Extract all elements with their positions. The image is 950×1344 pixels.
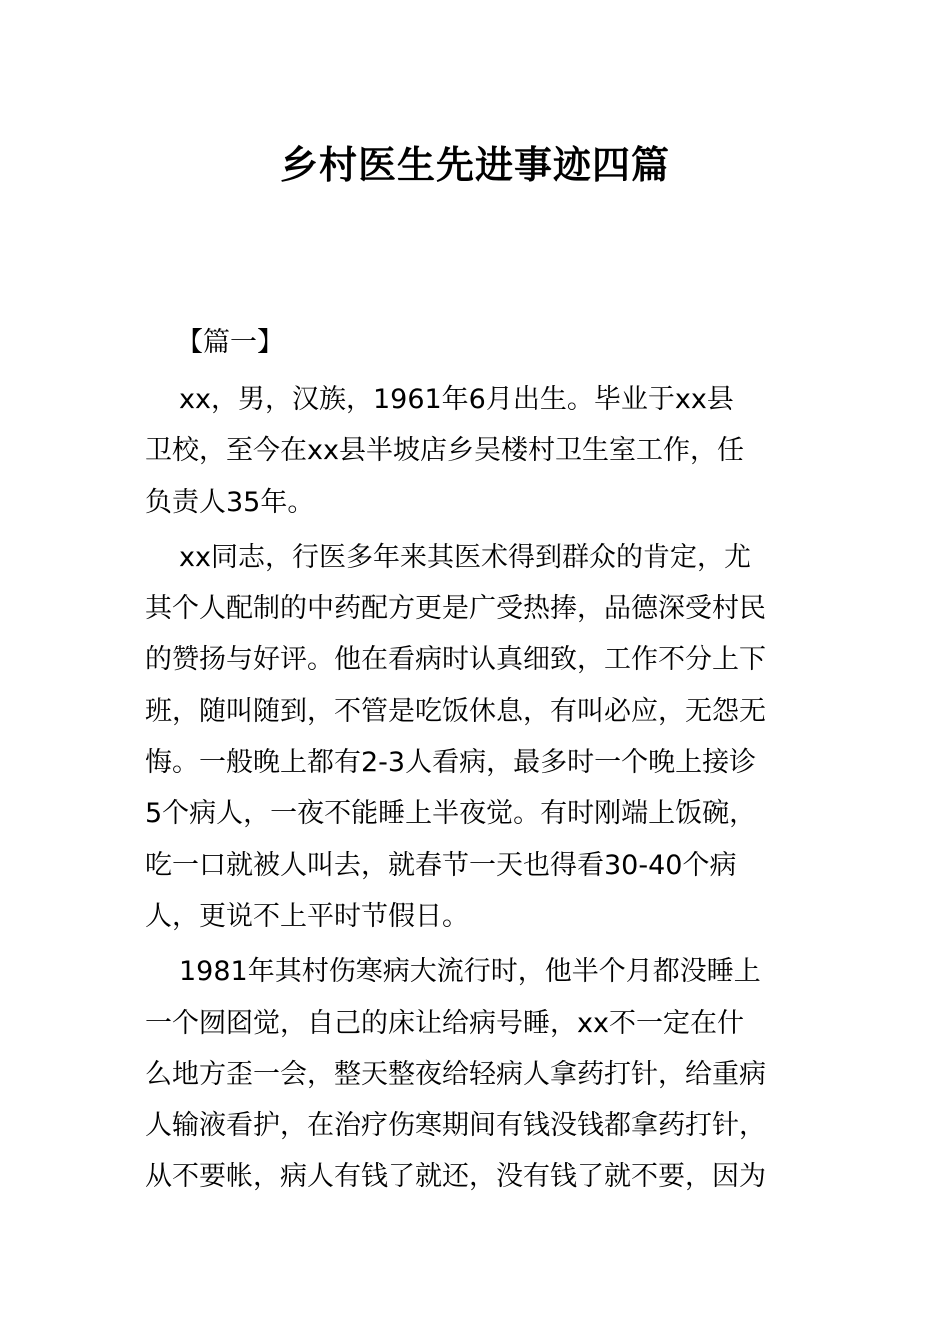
document-body [145, 374, 809, 1207]
paragraph-line: 么地方歪一会，整天整夜给轻病人拿药打针，给重病 [145, 1058, 766, 1090]
paragraph-line: 吃一口就被人叫去，就春节一天也得看30-40个病 [145, 849, 737, 881]
paragraph-line: 其个人配制的中药配方更是广受热捧，品德深受村民 [145, 593, 766, 625]
paragraph-line: 从不要帐，病人有钱了就还，没有钱了就不要，因为 [145, 1161, 766, 1193]
paragraph-line: 的赞扬与好评。他在看病时认真细致，工作不分上下 [145, 644, 766, 676]
paragraph-line: 悔。一般晚上都有2-3人看病，最多时一个晚上接诊 [145, 747, 757, 779]
paragraph-line: 一个囫囵觉，自己的床让给病号睡，xx不一定在什 [145, 1007, 744, 1039]
paragraph-line: 班，随叫随到，不管是吃饭休息，有叫必应，无怨无 [145, 695, 766, 727]
paragraph-1 [145, 374, 809, 528]
paragraph-line: 卫校，至今在xx县半坡店乡吴楼村卫生室工作，任 [145, 435, 744, 467]
paragraph-line: 人输液看护，在治疗伤寒期间有钱没钱都拿药打针， [145, 1110, 766, 1142]
paragraph-line: 人，更说不上平时节假日。 [145, 900, 469, 932]
document-title: 乡村医生先进事迹四篇 [279, 143, 670, 187]
paragraph-line: xx同志，行医多年来其医术得到群众的肯定，尤 [179, 541, 751, 573]
paragraph-line: 5个病人，一夜不能睡上半夜觉。有时刚端上饭碗， [145, 798, 757, 830]
paragraph-3 [145, 946, 809, 1202]
section-label: 【篇一】 [176, 327, 284, 358]
paragraph-line: xx，男，汉族，1961年6月出生。毕业于xx县 [179, 384, 734, 415]
paragraph-line: 1981年其村伤寒病大流行时，他半个月都没睡上 [179, 956, 761, 988]
paragraph-line: 负责人35年。 [145, 486, 315, 518]
paragraph-2 [145, 532, 809, 942]
